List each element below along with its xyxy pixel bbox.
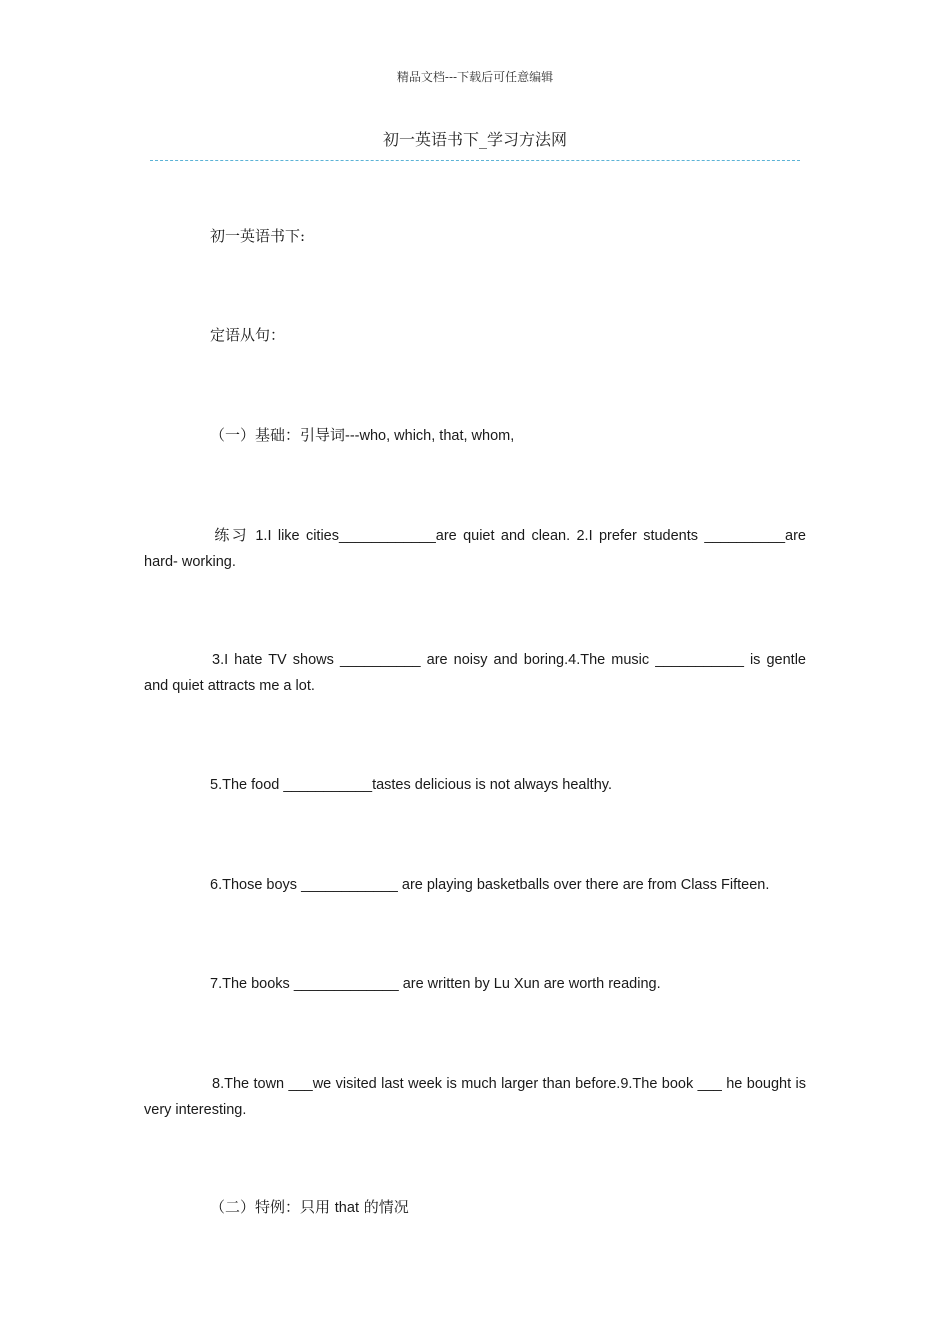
intro-text: 初一英语书下: (210, 227, 306, 245)
title-divider (150, 160, 800, 161)
paragraph-exercise-1-2 (144, 523, 806, 575)
exercise-6-text: 6.Those boys ____________ are playing basketballs over there are from Class Fifteen. (210, 877, 770, 893)
paragraph-special-cases (144, 1195, 806, 1221)
exercise-label: 练习 (212, 526, 249, 544)
paragraph-intro (144, 224, 806, 249)
paragraph-exercise-7 (144, 971, 806, 997)
document-title: 初一英语书下_学习方法网 (382, 130, 567, 149)
paragraph-section-heading (144, 323, 806, 348)
exercise-3-4-text: 3.I hate TV shows __________ are noisy and boring.4.The music ___________ is gentle and quiet attracts me a lot. (144, 652, 806, 694)
special-cases-label: （二）特例：只用 (210, 1198, 335, 1216)
exercise-7-text: 7.The books _____________ are written by Lu Xun are worth reading. (210, 976, 661, 992)
basics-label: （一）基础：引导词 (210, 426, 346, 444)
paragraph-exercise-5 (144, 772, 806, 798)
paragraph-exercise-3-4 (144, 647, 806, 699)
exercise-1-2-text: 1.I like cities____________are quiet and clean. 2.I prefer students __________are hard- working. (144, 528, 806, 570)
section-heading-text: 定语从句： (210, 326, 286, 344)
relative-pronouns-list: ---who, which, that, whom, (345, 428, 515, 444)
paragraph-exercise-8-9 (144, 1071, 806, 1123)
header-note: 精品文档---下载后可任意编辑 (396, 70, 554, 84)
paragraph-exercise-6 (144, 872, 806, 898)
exercise-5-text: 5.The food ___________tastes delicious is not always healthy. (210, 777, 612, 793)
special-cases-suffix: 的情况 (358, 1198, 409, 1216)
special-cases-keyword: that (334, 1200, 359, 1216)
exercise-8-9-text: 8.The town ___we visited last week is much larger than before.9.The book ___ he bought is very interesting. (144, 1076, 806, 1118)
paragraph-basics (144, 423, 806, 449)
